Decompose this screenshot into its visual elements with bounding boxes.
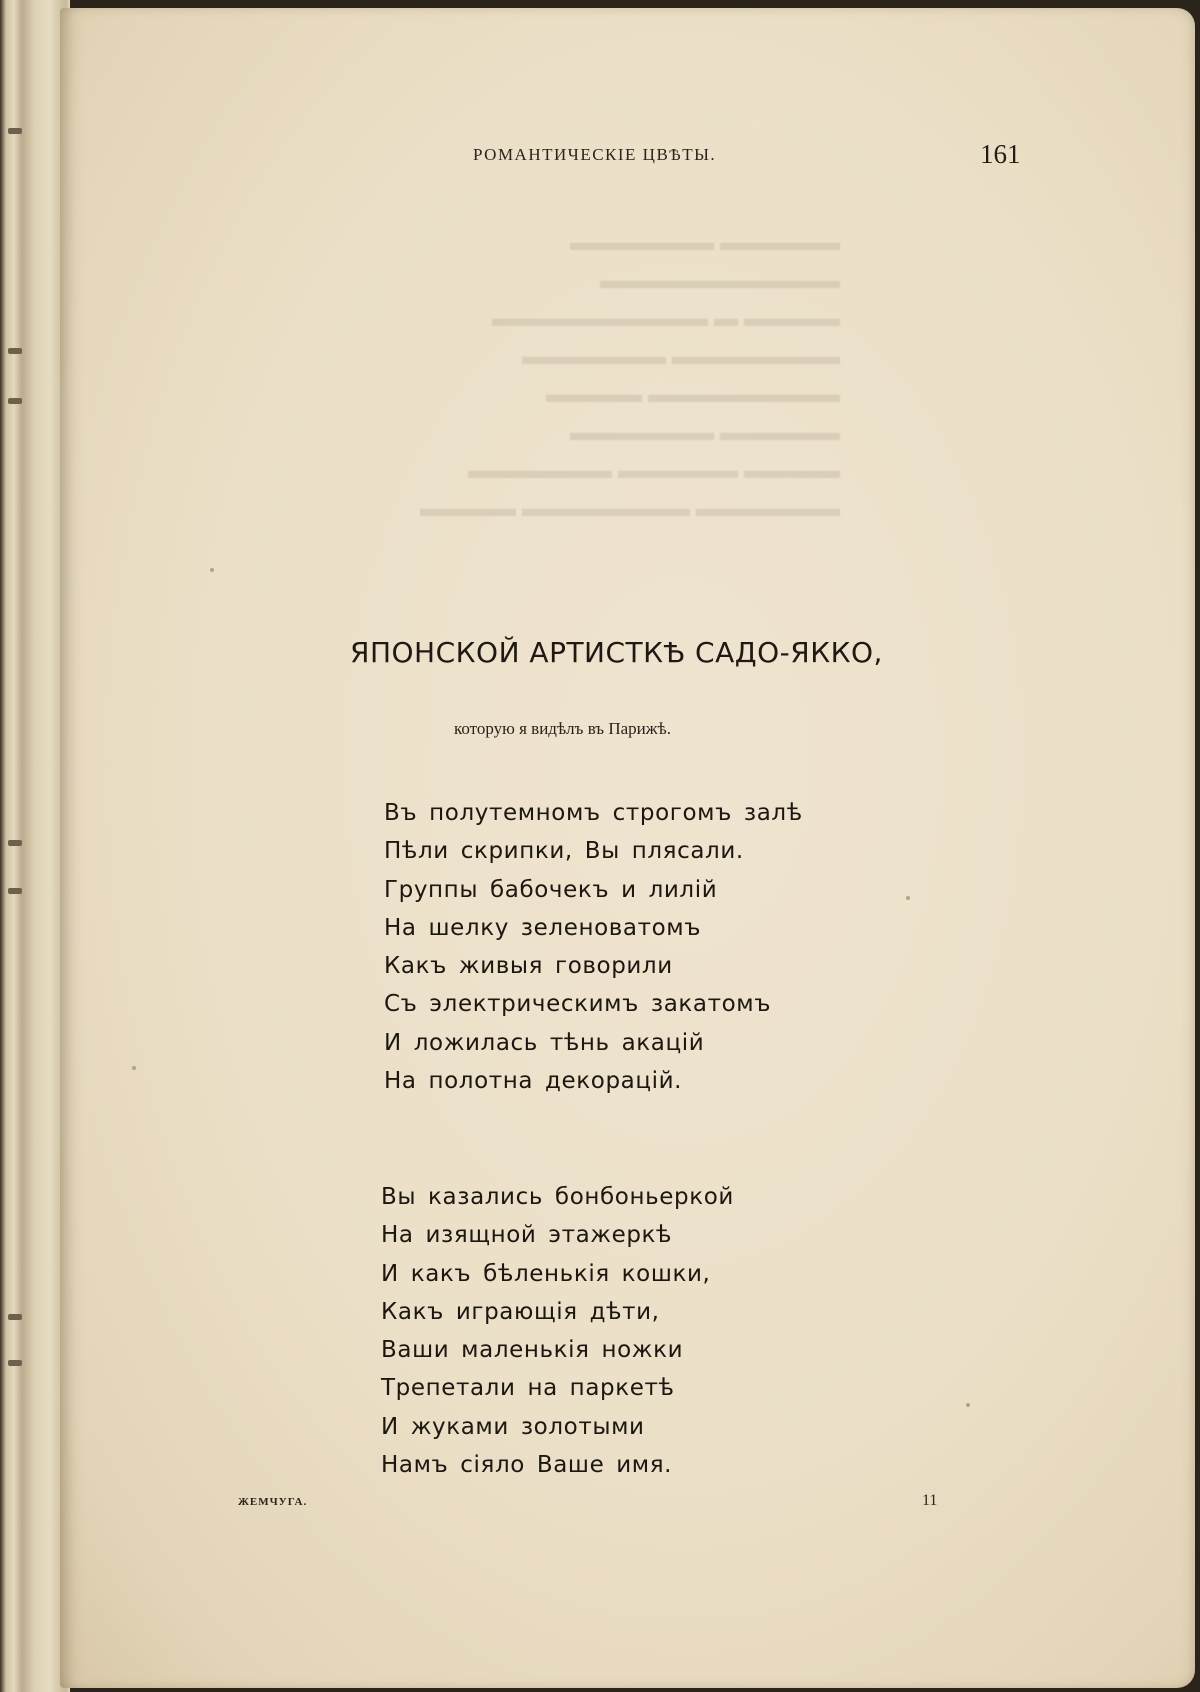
page [60,8,1195,1688]
verse-line: На шелку зеленоватомъ [384,914,702,941]
verse-line: На изящной этажеркѣ [381,1222,673,1249]
verse-line: Какъ живыя говорили [384,953,673,980]
show-through-line: ▬▬▬▬▬▬ ▬▬▬▬▬▬▬ ▬▬▬▬ [420,496,840,522]
paper-speck [210,568,214,572]
show-through-text [420,230,840,550]
stanza-1 [384,800,803,1106]
sheet-number: 11 [922,1492,938,1509]
paper-speck [132,1066,136,1070]
paper-speck [906,896,910,900]
binding-stitch [8,398,22,404]
verse-line: Вы казались бонбоньеркой [381,1184,734,1210]
verse-line: Какъ играющія дѣти, [381,1298,660,1325]
verse-line: Намъ сіяло Ваше имя. [381,1452,673,1479]
stanza-2 [381,1184,734,1490]
binding-stitch [8,1360,22,1366]
verse-line: Трепетали на паркетѣ [381,1375,675,1402]
binding-stitch [8,888,22,894]
poem-dedication: которую я видѣлъ въ Парижѣ. [454,719,671,738]
running-title: РОМАНТИЧЕСКІЕ ЦВѢТЫ. [473,145,717,164]
verse-line: Съ электрическимъ закатомъ [384,991,772,1018]
page-number: 161 [980,139,1021,169]
verse-line: На полотна декорацій. [384,1068,683,1095]
show-through-line: ▬▬▬▬▬ ▬▬▬▬▬▬ [570,420,840,446]
binding-stitch [8,128,22,134]
verse-line: И какъ бѣленькія кошки, [381,1260,711,1287]
show-through-line: ▬▬▬▬ ▬▬▬▬▬ ▬▬▬▬▬▬ [468,458,840,484]
show-through-line: ▬▬▬▬ ▬ ▬▬▬▬▬▬▬▬▬ [492,306,840,332]
verse-line: Пѣли скрипки, Вы плясали. [384,838,744,865]
show-through-line: ▬▬▬▬▬▬▬▬▬▬ [600,268,840,294]
show-through-line: ▬▬▬▬▬▬▬ ▬▬▬▬▬▬ [522,344,840,370]
signature-mark: ЖЕМЧУГА. [238,1496,308,1508]
verse-line: Въ полутемномъ строгомъ залѣ [384,800,803,826]
binding-stitch [8,348,22,354]
verse-line: И ложилась тѣнь акацій [384,1029,705,1056]
show-through-line: ▬▬▬▬▬▬▬▬ ▬▬▬▬ [546,382,840,408]
poem-title: ЯПОНСКОЙ АРТИСТКѢ САДО-ЯККО, [350,636,883,669]
binding-stitch [8,840,22,846]
show-through-line: ▬▬▬▬▬ ▬▬▬▬▬▬ [570,230,840,256]
binding-stitch [8,1314,22,1320]
verse-line: Ваши маленькія ножки [381,1337,684,1364]
verse-line: И жуками золотыми [381,1413,645,1440]
paper-speck [966,1403,970,1407]
verse-line: Группы бабочекъ и лилій [384,876,718,903]
